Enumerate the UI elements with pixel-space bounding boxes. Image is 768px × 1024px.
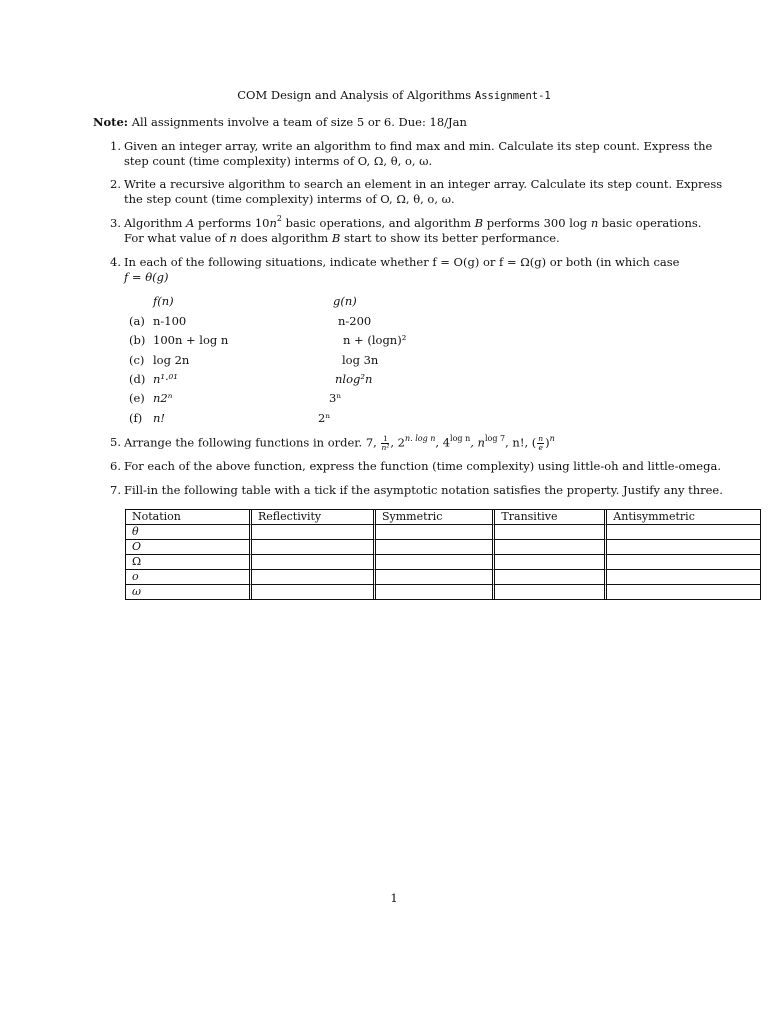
empty-cell[interactable]: [492, 525, 604, 540]
empty-cell[interactable]: [492, 555, 604, 570]
empty-cell[interactable]: [604, 585, 760, 599]
text: , n: [470, 435, 485, 450]
sub-item-g: 3ⁿ: [329, 391, 342, 405]
var-n: n: [229, 231, 237, 245]
empty-cell[interactable]: [373, 570, 492, 585]
empty-cell[interactable]: [373, 540, 492, 555]
title-text: COM Design and Analysis of Algorithms: [237, 88, 472, 102]
empty-cell[interactable]: [249, 525, 373, 540]
sub-item-g: n-200: [338, 314, 372, 328]
page-number: 1: [390, 891, 398, 905]
empty-cell[interactable]: [492, 540, 604, 555]
fraction: [537, 435, 544, 452]
question-line: In each of the following situations, indicate whether f = O(g) or f = Ω(g) or both (in which case: [124, 255, 680, 269]
text: , 4: [435, 435, 451, 450]
question-line: Write a recursive algorithm to search an element in an integer array. Calculate its step count. Express: [124, 177, 723, 191]
var-b: B: [331, 231, 341, 245]
page-title: [0, 88, 768, 104]
question-text: [124, 255, 698, 285]
text: Arrange the following functions in order. 7,: [124, 435, 377, 450]
question-line: f = θ(g): [124, 270, 169, 284]
notation-cell: o: [126, 570, 249, 585]
text: , n!, (: [505, 435, 537, 450]
var-b: B: [474, 216, 484, 230]
header-transitive: Transitive: [492, 510, 604, 525]
question-line: step count (time complexity) interms of O, Ω, θ, o, ω.: [124, 154, 433, 168]
question-line: [124, 435, 698, 452]
header-reflectivity: Reflectivity: [249, 510, 373, 525]
empty-cell[interactable]: [604, 555, 760, 570]
question-text: [124, 139, 713, 169]
sub-item-g: nlog²n: [335, 372, 373, 386]
table-row: [126, 555, 760, 570]
sub-item-g: 2ⁿ: [318, 411, 331, 425]
table-row: [126, 570, 760, 585]
text: Algorithm: [124, 216, 183, 230]
sub-item-f: n!: [153, 411, 166, 425]
empty-cell[interactable]: [249, 540, 373, 555]
sub-item-g: n + (logn)²: [343, 333, 407, 347]
empty-cell[interactable]: [249, 570, 373, 585]
text: , 2: [390, 435, 405, 450]
text: performs 10: [198, 216, 270, 230]
empty-cell[interactable]: [492, 585, 604, 599]
question-text: [124, 459, 721, 474]
sub-item-label: (e): [129, 391, 145, 405]
question-line: the step count (time complexity) interms of O, Ω, θ, o, ω.: [124, 192, 455, 206]
table-row: [126, 585, 760, 599]
title-assignment-code: Assignment-1: [474, 90, 551, 102]
exponent: log n: [450, 433, 471, 443]
empty-cell[interactable]: [373, 585, 492, 599]
question-text: [124, 435, 698, 452]
notation-cell: Ω: [126, 555, 249, 570]
empty-cell[interactable]: [604, 570, 760, 585]
sub-item-g: log 3n: [342, 353, 379, 367]
sub-item-f: n2ⁿ: [153, 391, 173, 405]
header-symmetric: Symmetric: [373, 510, 492, 525]
question-number: 2.: [110, 177, 121, 191]
note-label: Note:: [93, 115, 129, 129]
notation-cell: ω: [132, 585, 141, 598]
sub-item-label: (a): [129, 314, 145, 328]
question-text: [124, 483, 723, 498]
empty-cell[interactable]: [492, 570, 604, 585]
var-a: A: [186, 216, 195, 230]
fraction-numerator: 1: [383, 434, 388, 443]
empty-cell[interactable]: [373, 555, 492, 570]
fraction-denominator: n²: [381, 443, 390, 452]
table-row: [126, 525, 760, 540]
question-number: 4.: [110, 255, 121, 269]
notation-cell: θ: [126, 525, 249, 540]
exponent: log 7: [484, 433, 506, 443]
fraction: [381, 435, 389, 452]
text: performs 300 log: [486, 216, 588, 230]
question-text: [124, 177, 723, 207]
text: start to show its better performance.: [343, 231, 560, 245]
text: ): [545, 435, 550, 450]
empty-cell[interactable]: [604, 525, 760, 540]
text: does algorithm: [240, 231, 329, 245]
sub-item-f: n¹·⁰¹: [153, 372, 178, 386]
fraction-numerator: n: [538, 434, 544, 443]
question-number: 3.: [110, 216, 121, 230]
empty-cell[interactable]: [373, 525, 492, 540]
question-line: Fill-in the following table with a tick if the asymptotic notation satisfies the property. Justify any three.: [124, 483, 723, 497]
question-number: 6.: [110, 459, 121, 473]
question-number: 1.: [110, 139, 121, 153]
sub-item-f: n-100: [153, 314, 187, 328]
properties-table: [125, 509, 761, 600]
sub-item-label: (b): [129, 333, 146, 347]
empty-cell[interactable]: [604, 540, 760, 555]
sub-item-f: 100n + log n: [153, 333, 229, 347]
empty-cell[interactable]: [249, 555, 373, 570]
question-number: 7.: [110, 483, 121, 497]
sub-item-label: (c): [129, 353, 145, 367]
note-line: [93, 115, 467, 130]
exponent: n. log n: [404, 433, 436, 443]
sub-item-label: (f): [129, 411, 143, 425]
question-text: [124, 214, 702, 246]
text: For what value of: [124, 231, 226, 245]
sub-item-label: (d): [129, 372, 146, 386]
text: basic operations, and algorithm: [285, 216, 472, 230]
header-notation: Notation: [126, 510, 249, 525]
question-line: For each of the above function, express the function (time complexity) using little-oh and little-omega.: [124, 459, 721, 473]
column-header-g: g(n): [333, 294, 357, 308]
exponent: n: [549, 433, 555, 443]
fraction-denominator: e: [538, 443, 543, 452]
var-n: n: [590, 216, 599, 230]
empty-cell[interactable]: [249, 585, 373, 599]
question-number: 5.: [110, 435, 121, 449]
question-line: [124, 214, 702, 231]
text: basic operations.: [601, 216, 702, 230]
header-antisymmetric: Antisymmetric: [604, 510, 760, 525]
column-header-f: f(n): [153, 294, 174, 308]
question-line: Given an integer array, write an algorithm to find max and min. Calculate its step count. Express the: [124, 139, 713, 153]
question-line: [124, 231, 698, 246]
notation-cell: O: [126, 540, 249, 555]
exponent: 2: [276, 214, 282, 224]
var-n: n: [269, 216, 277, 230]
note-text: All assignments involve a team of size 5 or 6. Due: 18/Jan: [131, 115, 467, 129]
table-row: [126, 540, 760, 555]
sub-item-f: log 2n: [153, 353, 190, 367]
table-header-row: [126, 510, 760, 525]
